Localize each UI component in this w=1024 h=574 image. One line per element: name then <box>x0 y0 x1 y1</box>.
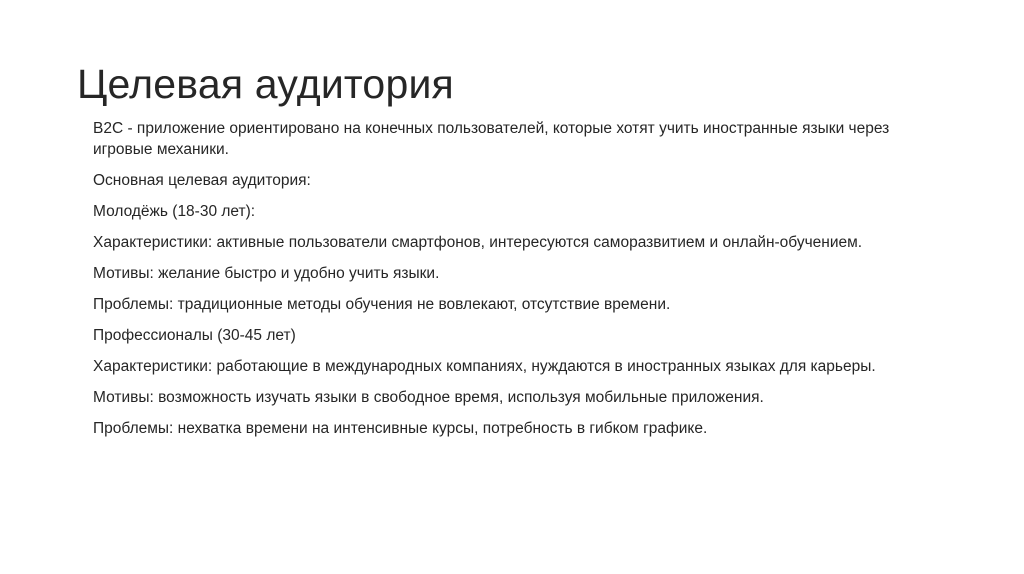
paragraph-b2c: B2C - приложение ориентировано на конечных пользователей, которые хотят учить иностранные языки через игровые механики. <box>93 120 890 158</box>
slide-title: Целевая аудитория <box>77 61 454 107</box>
paragraph-professionals-problems: Проблемы: нехватка времени на интенсивные курсы, потребность в гибком графике. <box>93 419 708 437</box>
paragraph-youth-problems: Проблемы: традиционные методы обучения не вовлекают, отсутствие времени. <box>93 295 671 313</box>
paragraph-youth-motives: Мотивы: желание быстро и удобно учить языки. <box>93 264 440 282</box>
paragraph-youth-characteristics: Характеристики: активные пользователи смартфонов, интересуются саморазвитием и онлайн-обучением. <box>93 233 863 251</box>
paragraph-professionals-characteristics: Характеристики: работающие в международных компаниях, нуждаются в иностранных языках для карьеры. <box>93 357 876 375</box>
paragraph-youth-heading: Молодёжь (18-30 лет): <box>93 202 256 220</box>
paragraph-professionals-motives: Мотивы: возможность изучать языки в свободное время, используя мобильные приложения. <box>93 388 764 406</box>
paragraph-professionals-heading: Профессионалы (30-45 лет) <box>93 326 296 344</box>
paragraph-target-audience: Основная целевая аудитория: <box>93 171 311 189</box>
slide-body <box>93 119 893 450</box>
